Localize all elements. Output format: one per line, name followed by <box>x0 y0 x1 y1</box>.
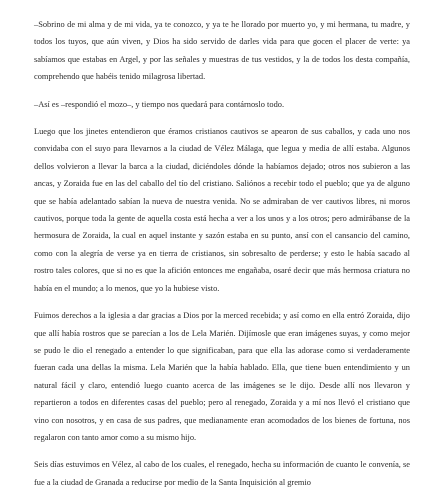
paragraph-3: Luego que los jinetes entendieron que éramos cristianos cautivos se apearon de sus caballos, y cada uno nos convidaba con el suyo para llevarnos a la ciudad de Vélez Málaga, que legua y media de allí estaba. Algunos dellos volvieron a llevar la barca a la ciudad, diciéndoles dónde la habíamos dejado; otros nos subieron a las ancas, y Zoraida fue en las del caballo del tío del cristiano. Saliónos a recebir todo el pueblo; que ya de alguno que se había adelantado sabían la nueva de nuestra venida. No se admiraban de ver cautivos libres, ni moros cautivos, porque toda la gente de aquella costa está hecha a ver a los unos y a los otros; pero admirábanse de la hermosura de Zoraida, la cual en aquel instante y sazón estaba en su punto, ansí con el cansancio del camino, como con la alegría de verse ya en tierra de cristianos, sin sobresalto de perderse; y esto le había sacado al rostro tales colores, que si no es que la afición entonces me engañaba, osaré decir que más hermosa criatura no había en el mundo; a lo menos, que yo la hubiese visto. <box>34 127 410 293</box>
paragraph-2: –Así es –respondió el mozo–, y tiempo nos quedará para contárnoslo todo. <box>34 99 285 109</box>
paragraph-1: –Sobrino de mi alma y de mi vida, ya te conozco, y ya te he llorado por muerto yo, y mi hermana, tu madre, y todos los tuyos, que aún viven, y Dios ha sido servido de darles vida para que gocen el placer de verte: ya sabíamos que estabas en Argel, y por las señales y muestras de tus vestidos, y la de todos los desta compañía, comprehendo que habéis tenido milagrosa libertad. <box>34 20 410 82</box>
paragraph-4: Fuimos derechos a la iglesia a dar gracias a Dios por la merced recebida; y así como en ella entró Zoraida, dijo que allí había rostros que se parecían a los de Lela Marién. Dijímosle que eran imágenes suyas, y como mejor se pudo le dio el renegado a entender lo que significaban, para que ella las adorase como si verdaderamente fueran cada una dellas la misma. Lela Marién que la había hablado. Ella, que tiene buen entendimiento y un natural fácil y claro, entendió luego cuanto acerca de las imágenes se le dijo. Desde allí nos llevaron y repartieron a todos en diferentes casas del pueblo; pero al renegado, Zoraida y a mí nos llevó el cristiano que vino con nosotros, y en casa de sus padres, que medianamente eran acomodados de los bienes de fortuna, nos regalaron con tanto amor como a su mismo hijo. <box>34 311 410 442</box>
paragraph-5: Seis días estuvimos en Vélez, al cabo de los cuales, el renegado, hecha su información de cuanto le convenía, se fue a la ciudad de Granada a reducirse por medio de la Santa Inquisición al gremio <box>34 460 410 487</box>
document-body <box>34 16 410 501</box>
